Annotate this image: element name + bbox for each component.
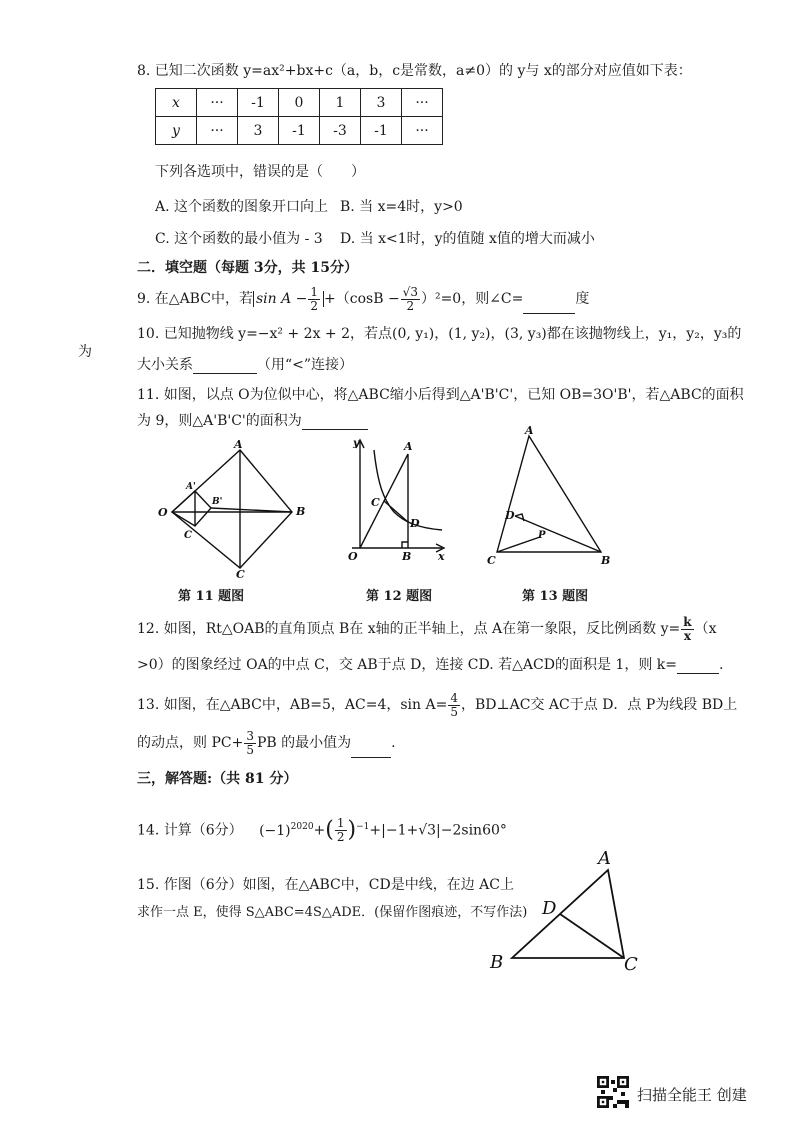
q9-pre: 9. 在△ABC中，若: [137, 291, 253, 307]
footer-text: 扫描全能王 创建: [637, 1086, 747, 1104]
fig11-label-c-prime: C: [184, 530, 192, 541]
q11-answer-blank[interactable]: [302, 415, 368, 430]
frac-num: 4: [450, 690, 458, 705]
fig13-label-a: A: [525, 424, 534, 437]
fig11-label-b: B: [296, 505, 306, 518]
figure-11: [150, 438, 310, 578]
q15-line1: 15. 作图（6分）如图，在△ABC中，CD是中线，在边 AC上: [137, 877, 514, 893]
figure-11-caption: 第 11 题图: [178, 589, 245, 604]
q9-fraction-2: [401, 286, 420, 313]
fig12-label-d: D: [410, 517, 420, 530]
q13-fraction-1: [448, 692, 460, 719]
table-cell: -1: [238, 89, 279, 117]
table-cell: -1: [361, 117, 402, 145]
table-cell: x: [156, 89, 197, 117]
q12-line2: [137, 656, 723, 674]
table-cell: 0: [279, 89, 320, 117]
q14-label: 14. 计算（6分）: [137, 822, 243, 839]
fig13-label-c: C: [487, 554, 496, 567]
q9-post: ）²=0，则∠C=: [420, 291, 524, 307]
q10-line2-pre: 大小关系: [137, 357, 193, 373]
fig11-label-o: O: [158, 506, 168, 519]
frac-num: 1: [336, 816, 345, 831]
q13-line2-mid: PB 的最小值为: [256, 735, 352, 751]
qr-code-icon: [597, 1076, 629, 1108]
frac-den: 2: [406, 298, 415, 313]
q11-line2: [137, 412, 368, 430]
frac-den: x: [683, 628, 691, 643]
frac-den: 5: [450, 704, 458, 719]
figure-15: [486, 842, 646, 974]
fig15-label-c: C: [624, 954, 638, 974]
fig13-label-d: D: [505, 509, 515, 522]
q9-answer-blank[interactable]: [523, 299, 575, 314]
table-row-x: [156, 89, 443, 117]
frac-num: √3: [402, 284, 418, 299]
fig13-label-b: B: [601, 554, 611, 567]
figure-12: [338, 436, 458, 566]
q9: [137, 284, 589, 314]
frac-den: 2: [310, 298, 319, 313]
fig11-label-a-prime: A': [186, 482, 196, 492]
q9-unit: 度: [575, 291, 590, 307]
fig12-label-b: B: [402, 550, 412, 563]
q14-exp-b: −1: [356, 822, 370, 832]
q10-line2: [137, 356, 353, 374]
q13-fraction-2: [244, 730, 256, 757]
q12-line2-pre: >0）的图象经过 OA的中点 C，交 AB于点 D，连接 CD. 若△ACD的面积是 1，则 k=: [137, 657, 677, 673]
q12-fraction: [681, 616, 693, 643]
q13-answer-blank[interactable]: [351, 743, 391, 758]
q9-abs-group: [253, 284, 324, 313]
q13-line1-pre: 13. 如图，在△ABC中，AB=5，AC=4，sin A=: [137, 697, 448, 713]
q14-expr-c: +|−1+√3|−2sin60°: [369, 822, 507, 839]
q8-option-d: D. 当 x<1时，y的值随 x值的增大而减小: [340, 231, 595, 247]
q14-exp-a: 2020: [290, 822, 314, 832]
figure-12-caption: 第 12 题图: [366, 589, 433, 604]
section-2-heading: 二．填空题（每题 3分，共 15分）: [137, 260, 358, 276]
q12-line1: [137, 614, 717, 644]
q14-paren-open: (: [325, 817, 334, 843]
table-cell: -3: [320, 117, 361, 145]
frac-num: 3: [246, 728, 254, 743]
q8-value-table: [155, 88, 443, 145]
q10-line2-post: （用“<”连接）: [257, 357, 354, 373]
table-cell: 1: [320, 89, 361, 117]
table-cell: ···: [402, 117, 443, 145]
table-cell: 3: [238, 117, 279, 145]
q14: [137, 810, 507, 844]
q8-option-c: C. 这个函数的最小值为 - 3: [155, 231, 323, 247]
fig12-label-c: C: [371, 496, 380, 509]
fig15-label-a: A: [598, 848, 611, 869]
fig15-label-b: B: [490, 952, 504, 973]
fig12-label-y: y: [353, 438, 359, 449]
q12-answer-blank[interactable]: [677, 659, 719, 674]
q10-answer-blank[interactable]: [193, 359, 257, 374]
fig15-label-d: D: [542, 898, 557, 919]
frac-den: 5: [246, 742, 254, 757]
fig13-label-p: P: [538, 530, 546, 541]
frac-den: 2: [336, 830, 345, 845]
frac-num: k: [683, 614, 692, 629]
fig12-label-a: A: [404, 440, 413, 453]
q14-expr-b: +: [313, 822, 326, 839]
section-3-heading: 三，解答题:（共 81 分）: [137, 771, 298, 787]
table-cell: y: [156, 117, 197, 145]
figure-13-caption: 第 13 题图: [522, 589, 589, 604]
q9-mid: +（cosB −: [324, 291, 400, 307]
q10-line1: 10. 已知抛物线 y=−x² + 2x + 2，若点(0, y₁)，(1, y₂)，(3, y₃)都在该抛物线上，y₁，y₂，y₃的: [137, 326, 742, 342]
q8-prompt: 下列各选项中，错误的是（ ）: [155, 164, 365, 180]
q11-line1: 11. 如图，以点 O为位似中心，将△ABC缩小后得到△A'B'C'，已知 OB=3O'B'，若△ABC的面积: [137, 387, 744, 403]
q12-line1-pre: 12. 如图，Rt△OAB的直角顶点 B在 x轴的正半轴上，点 A在第一象限，反比例函数 y=: [137, 621, 681, 637]
q13-line2: [137, 728, 396, 758]
table-cell: -1: [279, 117, 320, 145]
figure-13: [485, 424, 615, 574]
q13-line2-post: .: [391, 735, 396, 751]
table-cell: ···: [197, 117, 238, 145]
fig11-label-a: A: [234, 438, 243, 451]
q13-line1-post: ，BD⊥AC交 AC于点 D．点 P为线段 BD上: [460, 697, 738, 713]
q11-line2-text: 为 9，则△A'B'C'的面积为: [137, 413, 302, 429]
fig12-label-o: O: [348, 550, 358, 563]
q14-fraction: [335, 817, 347, 844]
q9-fraction-1: [308, 286, 320, 313]
q8-intro: 8. 已知二次函数 y=ax²+bx+c（a，b，c是常数，a≠0）的 y与 x的部分对应值如下表：: [137, 63, 692, 79]
q8-option-a: A. 这个函数的图象开口向上: [155, 199, 329, 215]
q12-line1-post: （x: [694, 621, 717, 637]
q13-line1: [137, 690, 737, 720]
q8-option-b: B. 当 x=4时，y>0: [340, 199, 463, 215]
table-row-y: [156, 117, 443, 145]
margin-character: 为: [78, 344, 92, 360]
q14-expr-a: (−1): [259, 822, 291, 839]
q14-paren-close: ): [347, 817, 357, 843]
q9-sina: sin A −: [255, 291, 308, 307]
table-cell: ···: [402, 89, 443, 117]
table-cell: 3: [361, 89, 402, 117]
frac-num: 1: [310, 284, 319, 299]
fig11-label-c: C: [236, 568, 245, 578]
fig12-label-x: x: [438, 550, 445, 563]
q13-line2-pre: 的动点，则 PC+: [137, 735, 244, 751]
q12-line2-post: .: [718, 657, 724, 673]
table-cell: ···: [197, 89, 238, 117]
fig11-label-b-prime: B': [212, 497, 223, 507]
q15-line2: 求作一点 E，使得 S△ABC=4S△ADE．(保留作图痕迹，不写作法): [137, 905, 528, 920]
